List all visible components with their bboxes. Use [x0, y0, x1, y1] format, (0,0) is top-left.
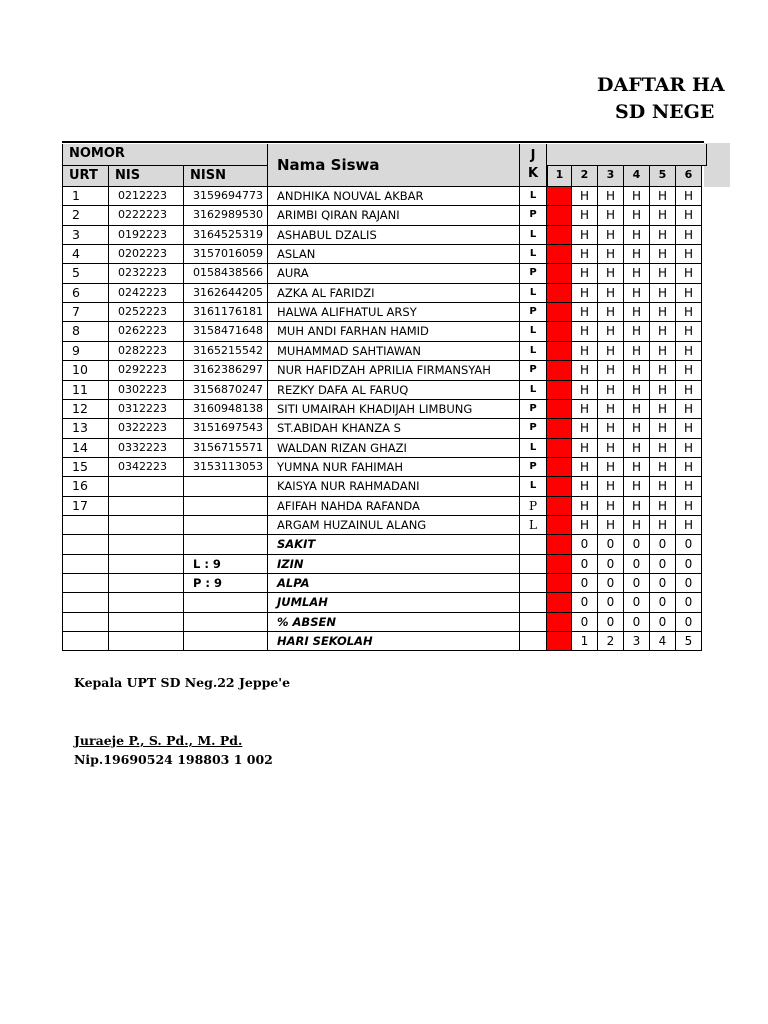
student-name: NUR HAFIDZAH APRILIA FIRMANSYAH [268, 361, 520, 381]
attendance-mark: H [624, 497, 650, 516]
day-header-3: 3 [598, 166, 624, 187]
student-nisn: 3151697543 [184, 419, 268, 439]
student-name: ANDHIKA NOUVAL AKBAR [268, 187, 520, 206]
summary-value: 0 [676, 574, 702, 593]
attendance-mark: H [572, 361, 598, 381]
attendance-mark: H [572, 206, 598, 226]
summary-label: JUMLAH [268, 593, 520, 613]
attendance-mark: H [572, 264, 598, 284]
day-header-5: 5 [650, 166, 676, 187]
gender-count [184, 535, 268, 555]
summary-value: 0 [650, 555, 676, 574]
header-jk [520, 144, 547, 187]
attendance-mark: H [676, 400, 702, 419]
summary-urt-blank [62, 574, 109, 593]
attendance-mark: H [598, 206, 624, 226]
student-jk: L [520, 439, 547, 458]
summary-jk-blank [520, 613, 547, 632]
day1-cell [547, 632, 572, 651]
student-nisn: 3162644205 [184, 284, 268, 303]
student-jk: P [520, 400, 547, 419]
student-jk: L [520, 226, 547, 245]
student-name: ARGAM HUZAINUL ALANG [268, 516, 520, 535]
attendance-mark: H [624, 439, 650, 458]
summary-value: 0 [572, 535, 598, 555]
attendance-mark: H [650, 226, 676, 245]
day1-cell [547, 245, 572, 264]
header-nis: NIS [109, 166, 184, 187]
student-nis: 0322223 [109, 419, 184, 439]
header-jk-line2: K [527, 166, 539, 181]
student-jk: P [520, 264, 547, 284]
day1-cell [547, 284, 572, 303]
summary-value: 0 [650, 574, 676, 593]
day1-cell [547, 342, 572, 361]
student-jk: P [520, 206, 547, 226]
attendance-mark: H [598, 245, 624, 264]
summary-value: 0 [650, 593, 676, 613]
document-title-line2: SD NEGE [615, 101, 715, 123]
attendance-mark: H [624, 400, 650, 419]
student-urt: 8 [62, 322, 109, 342]
attendance-mark: H [598, 497, 624, 516]
gender-count [184, 632, 268, 651]
student-nisn: 3153113053 [184, 458, 268, 477]
day-header-1: 1 [547, 166, 572, 187]
student-jk: L [520, 322, 547, 342]
student-jk: P [520, 303, 547, 322]
summary-value: 0 [650, 535, 676, 555]
attendance-mark: H [598, 477, 624, 497]
student-nis: 0232223 [109, 264, 184, 284]
attendance-mark: H [572, 458, 598, 477]
student-urt: 17 [62, 497, 109, 516]
student-nis [109, 477, 184, 497]
attendance-mark: H [598, 516, 624, 535]
attendance-mark: H [572, 400, 598, 419]
attendance-mark: H [598, 439, 624, 458]
student-nisn: 3158471648 [184, 322, 268, 342]
student-nisn [184, 477, 268, 497]
summary-label: HARI SEKOLAH [268, 632, 520, 651]
day1-cell [547, 535, 572, 555]
day1-cell [547, 593, 572, 613]
summary-urt-blank [62, 593, 109, 613]
day1-cell [547, 226, 572, 245]
summary-value: 0 [624, 574, 650, 593]
student-name: AZKA AL FARIDZI [268, 284, 520, 303]
summary-urt-blank [62, 535, 109, 555]
attendance-mark: H [676, 322, 702, 342]
student-nisn: 3162989530 [184, 206, 268, 226]
attendance-mark: H [676, 187, 702, 206]
student-nis: 0312223 [109, 400, 184, 419]
summary-nis-blank [109, 613, 184, 632]
attendance-mark: H [572, 284, 598, 303]
student-jk: P [520, 497, 547, 516]
day1-cell [547, 613, 572, 632]
summary-nis-blank [109, 555, 184, 574]
summary-value: 0 [624, 535, 650, 555]
student-name: YUMNA NUR FAHIMAH [268, 458, 520, 477]
student-urt: 3 [62, 226, 109, 245]
student-jk: L [520, 516, 547, 535]
student-urt: 4 [62, 245, 109, 264]
attendance-mark: H [676, 439, 702, 458]
summary-value: 0 [598, 613, 624, 632]
student-nis: 0192223 [109, 226, 184, 245]
summary-value: 0 [676, 535, 702, 555]
attendance-mark: H [572, 477, 598, 497]
attendance-mark: H [624, 206, 650, 226]
summary-nis-blank [109, 574, 184, 593]
attendance-mark: H [650, 342, 676, 361]
attendance-mark: H [598, 361, 624, 381]
student-urt: 10 [62, 361, 109, 381]
table-top-border [62, 141, 704, 143]
attendance-mark: H [572, 439, 598, 458]
summary-value: 2 [598, 632, 624, 651]
gender-count: L : 9 [184, 555, 268, 574]
student-name: AURA [268, 264, 520, 284]
student-nisn: 3164525319 [184, 226, 268, 245]
attendance-mark: H [676, 477, 702, 497]
attendance-mark: H [650, 361, 676, 381]
student-nisn [184, 497, 268, 516]
day1-cell [547, 439, 572, 458]
attendance-mark: H [650, 439, 676, 458]
attendance-mark: H [650, 264, 676, 284]
day-header-6: 6 [676, 166, 702, 187]
header-date-band [547, 144, 707, 166]
summary-label: ALPA [268, 574, 520, 593]
day1-cell [547, 400, 572, 419]
attendance-mark: H [650, 187, 676, 206]
student-name: REZKY DAFA AL FARUQ [268, 381, 520, 400]
student-jk: L [520, 477, 547, 497]
attendance-mark: H [572, 226, 598, 245]
student-nisn: 3156870247 [184, 381, 268, 400]
attendance-mark: H [624, 187, 650, 206]
attendance-mark: H [624, 322, 650, 342]
attendance-mark: H [624, 361, 650, 381]
attendance-mark: H [598, 322, 624, 342]
attendance-mark: H [676, 206, 702, 226]
attendance-mark: H [650, 419, 676, 439]
attendance-mark: H [598, 400, 624, 419]
summary-value: 0 [650, 613, 676, 632]
attendance-mark: H [650, 400, 676, 419]
attendance-mark: H [676, 361, 702, 381]
summary-value: 0 [598, 535, 624, 555]
header-nama-siswa: Nama Siswa [268, 144, 520, 187]
gender-count [184, 613, 268, 632]
student-nis: 0242223 [109, 284, 184, 303]
summary-value: 3 [624, 632, 650, 651]
student-jk: L [520, 245, 547, 264]
attendance-mark: H [650, 516, 676, 535]
student-nisn: 3157016059 [184, 245, 268, 264]
attendance-mark: H [650, 322, 676, 342]
day1-cell [547, 574, 572, 593]
attendance-mark: H [572, 381, 598, 400]
summary-jk-blank [520, 632, 547, 651]
attendance-mark: H [624, 381, 650, 400]
student-jk: L [520, 284, 547, 303]
attendance-mark: H [598, 419, 624, 439]
summary-value: 1 [572, 632, 598, 651]
summary-nis-blank [109, 535, 184, 555]
summary-value: 4 [650, 632, 676, 651]
summary-value: 0 [624, 613, 650, 632]
summary-jk-blank [520, 593, 547, 613]
student-name: ASHABUL DZALIS [268, 226, 520, 245]
attendance-mark: H [650, 284, 676, 303]
summary-label: % ABSEN [268, 613, 520, 632]
student-urt: 5 [62, 264, 109, 284]
student-urt [62, 516, 109, 535]
summary-value: 0 [572, 574, 598, 593]
student-nis: 0342223 [109, 458, 184, 477]
student-jk: P [520, 361, 547, 381]
header-nomor: NOMOR [62, 144, 268, 166]
signatory-name: Juraeje P., S. Pd., M. Pd. [74, 733, 243, 748]
attendance-mark: H [598, 303, 624, 322]
document-title-line1: DAFTAR HA [597, 74, 725, 96]
student-nisn: 3161176181 [184, 303, 268, 322]
student-name: MUH ANDI FARHAN HAMID [268, 322, 520, 342]
attendance-table [62, 141, 704, 654]
header-nisn: NISN [184, 166, 268, 187]
day-header-2: 2 [572, 166, 598, 187]
attendance-mark: H [598, 342, 624, 361]
student-jk: P [520, 458, 547, 477]
attendance-mark: H [598, 264, 624, 284]
student-nisn: 3160948138 [184, 400, 268, 419]
student-urt: 16 [62, 477, 109, 497]
summary-urt-blank [62, 632, 109, 651]
student-urt: 12 [62, 400, 109, 419]
student-urt: 2 [62, 206, 109, 226]
student-name: ST.ABIDAH KHANZA S [268, 419, 520, 439]
day1-cell [547, 303, 572, 322]
student-nis: 0262223 [109, 322, 184, 342]
attendance-mark: H [676, 245, 702, 264]
attendance-mark: H [676, 342, 702, 361]
attendance-mark: H [572, 516, 598, 535]
header-urt: URT [62, 166, 109, 187]
student-urt: 11 [62, 381, 109, 400]
student-jk: L [520, 381, 547, 400]
attendance-mark: H [676, 303, 702, 322]
attendance-mark: H [624, 303, 650, 322]
attendance-mark: H [572, 322, 598, 342]
header-overflow-fill [704, 143, 730, 187]
attendance-mark: H [572, 342, 598, 361]
student-name: KAISYA NUR RAHMADANI [268, 477, 520, 497]
student-name: ASLAN [268, 245, 520, 264]
student-name: HALWA ALIFHATUL ARSY [268, 303, 520, 322]
attendance-mark: H [624, 477, 650, 497]
student-nisn [184, 516, 268, 535]
attendance-mark: H [650, 303, 676, 322]
student-nisn: 3162386297 [184, 361, 268, 381]
header-jk-line1: J [530, 148, 536, 163]
student-name: SITI UMAIRAH KHADIJAH LIMBUNG [268, 400, 520, 419]
student-nisn: 3165215542 [184, 342, 268, 361]
signatory-nip: Nip.19690524 198803 1 002 [74, 752, 273, 767]
summary-value: 0 [572, 593, 598, 613]
student-nisn: 0158438566 [184, 264, 268, 284]
attendance-mark: H [624, 342, 650, 361]
day1-cell [547, 477, 572, 497]
attendance-mark: H [650, 477, 676, 497]
summary-value: 0 [572, 555, 598, 574]
student-urt: 15 [62, 458, 109, 477]
student-urt: 7 [62, 303, 109, 322]
student-nis: 0282223 [109, 342, 184, 361]
gender-count: P : 9 [184, 574, 268, 593]
student-nis: 0212223 [109, 187, 184, 206]
attendance-mark: H [676, 226, 702, 245]
student-urt: 13 [62, 419, 109, 439]
summary-value: 0 [676, 555, 702, 574]
attendance-mark: H [598, 381, 624, 400]
student-name: WALDAN RIZAN GHAZI [268, 439, 520, 458]
student-jk: P [520, 419, 547, 439]
summary-value: 0 [598, 593, 624, 613]
attendance-mark: H [650, 206, 676, 226]
summary-nis-blank [109, 593, 184, 613]
summary-value: 5 [676, 632, 702, 651]
attendance-mark: H [624, 264, 650, 284]
summary-value: 0 [676, 593, 702, 613]
student-nis: 0332223 [109, 439, 184, 458]
summary-label: IZIN [268, 555, 520, 574]
gender-count [184, 593, 268, 613]
attendance-mark: H [624, 516, 650, 535]
attendance-mark: H [676, 497, 702, 516]
summary-jk-blank [520, 574, 547, 593]
attendance-mark: H [624, 226, 650, 245]
attendance-mark: H [624, 419, 650, 439]
day1-cell [547, 206, 572, 226]
attendance-mark: H [676, 458, 702, 477]
day1-cell [547, 516, 572, 535]
student-urt: 1 [62, 187, 109, 206]
student-name: MUHAMMAD SAHTIAWAN [268, 342, 520, 361]
attendance-mark: H [572, 497, 598, 516]
student-nis: 0202223 [109, 245, 184, 264]
summary-value: 0 [598, 574, 624, 593]
summary-label: SAKIT [268, 535, 520, 555]
attendance-mark: H [572, 419, 598, 439]
student-name: ARIMBI QIRAN RAJANI [268, 206, 520, 226]
attendance-mark: H [624, 245, 650, 264]
summary-value: 0 [676, 613, 702, 632]
signatory-position: Kepala UPT SD Neg.22 Jeppe'e [74, 675, 291, 690]
student-urt: 14 [62, 439, 109, 458]
attendance-mark: H [676, 381, 702, 400]
attendance-mark: H [572, 303, 598, 322]
day1-cell [547, 419, 572, 439]
student-nis: 0302223 [109, 381, 184, 400]
student-jk: L [520, 187, 547, 206]
day1-cell [547, 381, 572, 400]
attendance-mark: H [650, 245, 676, 264]
student-nis [109, 516, 184, 535]
day-header-4: 4 [624, 166, 650, 187]
day1-cell [547, 458, 572, 477]
attendance-mark: H [676, 264, 702, 284]
summary-value: 0 [624, 555, 650, 574]
student-nisn: 3156715571 [184, 439, 268, 458]
summary-value: 0 [624, 593, 650, 613]
student-nis: 0252223 [109, 303, 184, 322]
day1-cell [547, 322, 572, 342]
attendance-mark: H [598, 284, 624, 303]
attendance-mark: H [676, 419, 702, 439]
student-nis: 0222223 [109, 206, 184, 226]
attendance-mark: H [624, 458, 650, 477]
summary-urt-blank [62, 555, 109, 574]
attendance-mark: H [598, 458, 624, 477]
day1-cell [547, 187, 572, 206]
student-name: AFIFAH NAHDA RAFANDA [268, 497, 520, 516]
day1-cell [547, 555, 572, 574]
attendance-mark: H [676, 284, 702, 303]
student-nis: 0292223 [109, 361, 184, 381]
attendance-mark: H [650, 458, 676, 477]
attendance-mark: H [676, 516, 702, 535]
attendance-mark: H [650, 497, 676, 516]
summary-jk-blank [520, 535, 547, 555]
day1-cell [547, 264, 572, 284]
attendance-mark: H [650, 381, 676, 400]
student-nis [109, 497, 184, 516]
summary-value: 0 [598, 555, 624, 574]
student-jk: L [520, 342, 547, 361]
student-urt: 9 [62, 342, 109, 361]
attendance-mark: H [598, 187, 624, 206]
student-urt: 6 [62, 284, 109, 303]
day1-cell [547, 497, 572, 516]
attendance-mark: H [598, 226, 624, 245]
attendance-mark: H [572, 187, 598, 206]
day1-cell [547, 361, 572, 381]
attendance-mark: H [624, 284, 650, 303]
summary-jk-blank [520, 555, 547, 574]
summary-nis-blank [109, 632, 184, 651]
attendance-mark: H [572, 245, 598, 264]
summary-urt-blank [62, 613, 109, 632]
student-nisn: 3159694773 [184, 187, 268, 206]
summary-value: 0 [572, 613, 598, 632]
